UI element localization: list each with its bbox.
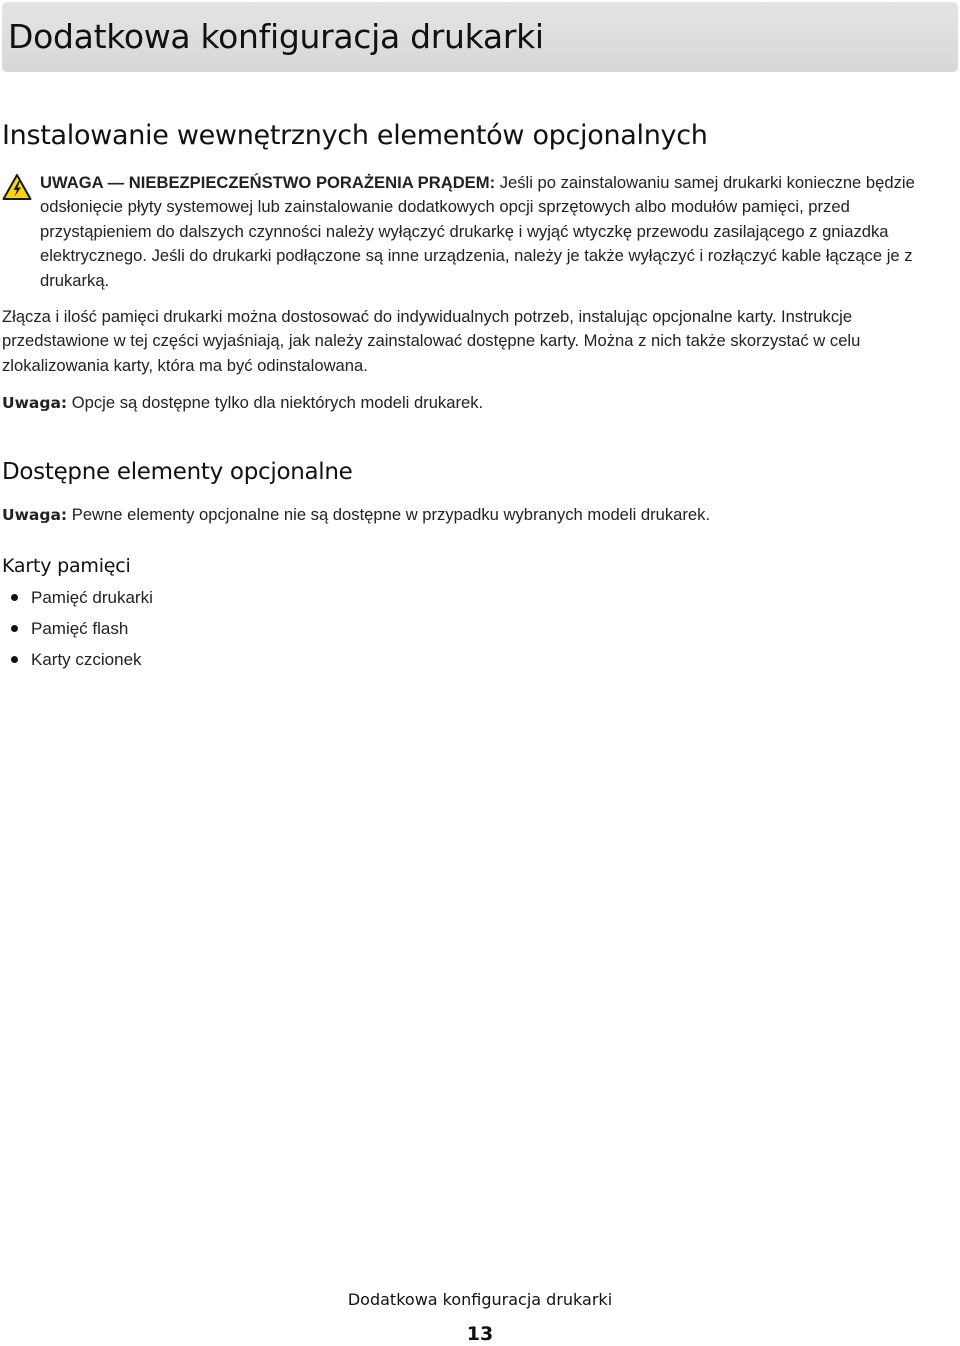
note-text: Opcje są dostępne tylko dla niektórych modeli drukarek.: [71, 393, 484, 412]
intro-paragraph: Złącza i ilość pamięci drukarki można dostosować do indywidualnych potrzeb, instalując opcjonalne karty. Instrukcje przedstawione w tej części wyjaśniają, jak należy zainstalować dostępne karty. Można z nich także skorzystać w celu zlokalizowania karty, która ma być odinstalowana.: [2, 307, 861, 375]
note-options-availability: [2, 391, 958, 415]
bullet-icon: [11, 594, 18, 601]
note-label: Uwaga:: [2, 394, 68, 412]
subheading-memory-cards: Karty pamięci: [2, 555, 131, 577]
section-heading-installing-internal-options: Instalowanie wewnętrznych elementów opcjonalnych: [2, 120, 708, 151]
list-item-label: Pamięć drukarki: [31, 588, 153, 607]
caution-label: UWAGA — NIEBEZPIECZEŃSTWO PORAŻENIA PRĄDEM:: [40, 173, 496, 192]
note-models: [2, 503, 958, 527]
bullet-icon: [11, 625, 18, 632]
chapter-header-bar: [2, 2, 958, 72]
list-item-label: Pamięć flash: [31, 619, 129, 638]
note-text: Pewne elementy opcjonalne nie są dostępne w przypadku wybranych modeli drukarek.: [71, 505, 711, 524]
caution-text: [40, 171, 958, 293]
caution-body: Jeśli po zainstalowaniu samej drukarki konieczne będzie odsłonięcie płyty systemowej lub zainstalowanie dodatkowych opcji sprzętowych albo modułów pamięci, przed przystąpieniem do dalszych czynności należy wyłączyć drukarkę i wyjąć wtyczkę przewodu zasilającego z gniazdka elektrycznego. Jeśli do drukarki podłączone są inne urządzenia, należy je także wyłączyć i rozłączyć kable łączące je z drukarką.: [40, 173, 915, 290]
chapter-title: Dodatkowa konfiguracja drukarki: [8, 17, 544, 56]
section-heading-available-options: Dostępne elementy opcjonalne: [2, 459, 353, 485]
bullet-icon: [11, 656, 18, 663]
footer-chapter-name: Dodatkowa konfiguracja drukarki: [347, 1290, 613, 1309]
note-label: Uwaga:: [2, 506, 68, 524]
electric-shock-warning-icon: [2, 173, 32, 201]
list-item-label: Karty czcionek: [31, 650, 142, 669]
page-number: 13: [466, 1323, 494, 1345]
